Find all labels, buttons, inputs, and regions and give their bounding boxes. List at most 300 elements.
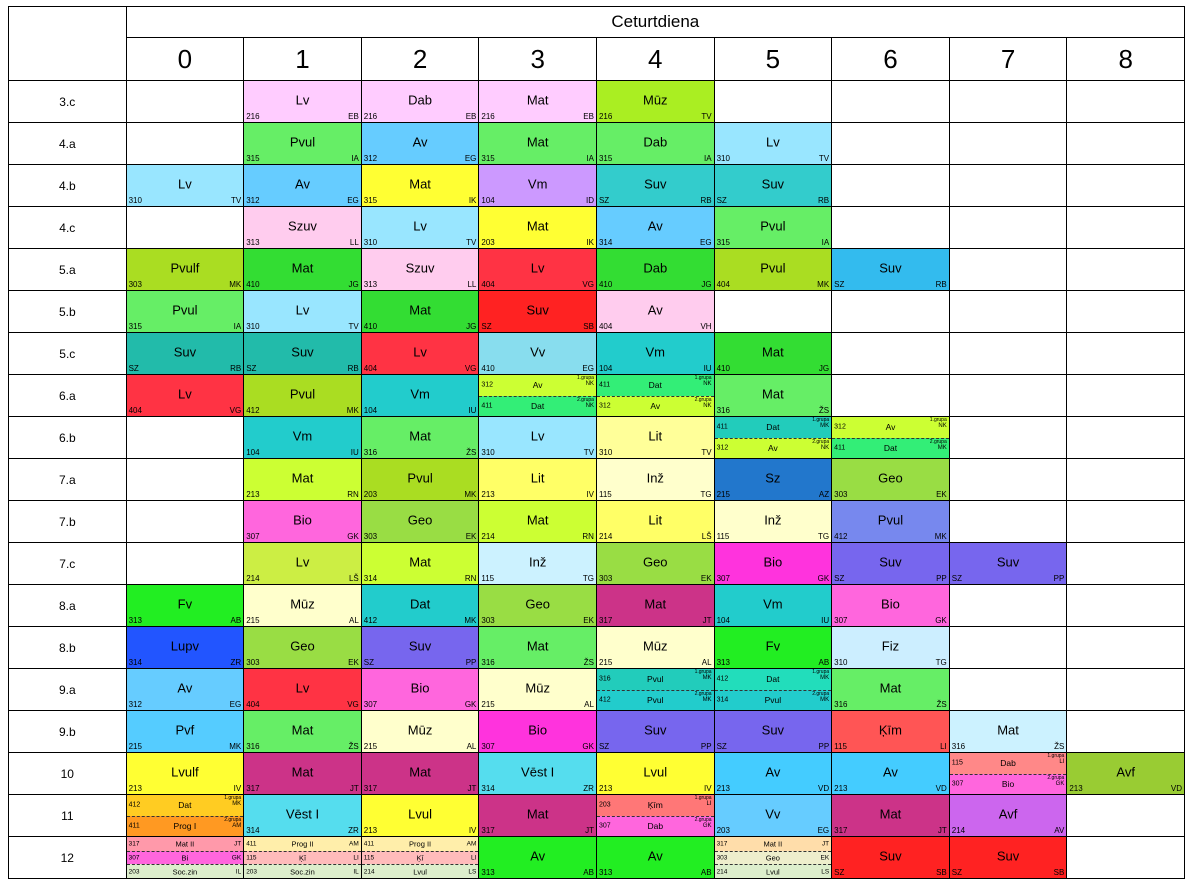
lesson-teacher: AB bbox=[230, 616, 242, 625]
timetable-cell bbox=[361, 837, 479, 879]
timetable-cell bbox=[361, 249, 479, 291]
lesson-block[interactable] bbox=[127, 249, 244, 290]
timetable-cell bbox=[126, 375, 244, 417]
lesson-block[interactable] bbox=[479, 501, 596, 542]
lesson-block[interactable] bbox=[715, 333, 832, 374]
lesson-block[interactable] bbox=[832, 543, 949, 584]
lesson-block-group[interactable] bbox=[127, 816, 244, 837]
lesson-subject: Prog II bbox=[409, 839, 432, 849]
table-row bbox=[9, 333, 1185, 375]
lesson-block[interactable] bbox=[832, 711, 949, 752]
lesson-teacher bbox=[224, 818, 241, 829]
lesson-block-group[interactable] bbox=[715, 851, 832, 865]
lesson-subject: Lv bbox=[295, 680, 310, 696]
timetable-cell bbox=[479, 291, 597, 333]
timetable-cell bbox=[1067, 207, 1185, 249]
lesson-block-group[interactable] bbox=[597, 669, 714, 690]
lesson-block-group[interactable] bbox=[244, 851, 361, 865]
lesson-block[interactable] bbox=[832, 669, 949, 710]
lesson-subject: Lv bbox=[413, 218, 427, 234]
timetable-cell bbox=[949, 501, 1067, 543]
lesson-block[interactable] bbox=[244, 123, 361, 164]
lesson-block[interactable] bbox=[127, 669, 244, 710]
lesson-teacher: RB bbox=[935, 280, 947, 289]
lesson-block[interactable] bbox=[244, 543, 361, 584]
lesson-block-group[interactable] bbox=[950, 774, 1067, 795]
lesson-subject: Geo bbox=[290, 638, 315, 654]
lesson-room: 104 bbox=[481, 196, 495, 205]
lesson-block[interactable] bbox=[597, 627, 714, 668]
lesson-teacher: IL bbox=[353, 868, 359, 876]
lesson-block-group[interactable] bbox=[362, 864, 479, 878]
lesson-teacher: JT bbox=[702, 616, 712, 625]
timetable-cell bbox=[949, 333, 1067, 375]
lesson-room: 312 bbox=[598, 402, 611, 410]
lesson-block[interactable] bbox=[244, 417, 361, 458]
lesson-block[interactable] bbox=[244, 795, 361, 836]
lesson-group: 1.grupa bbox=[812, 417, 830, 423]
lesson-teacher: EK bbox=[465, 532, 477, 541]
lesson-block[interactable] bbox=[715, 711, 832, 752]
lesson-room: 315 bbox=[246, 154, 260, 163]
lesson-block[interactable] bbox=[597, 543, 714, 584]
lesson-subject: Avf bbox=[1116, 764, 1135, 780]
lesson-block[interactable] bbox=[362, 291, 479, 332]
class-label: 3.c bbox=[9, 81, 127, 123]
lesson-subject: Av bbox=[177, 680, 193, 696]
timetable-cell bbox=[126, 501, 244, 543]
lesson-block[interactable] bbox=[715, 123, 832, 164]
lesson-block[interactable] bbox=[597, 249, 714, 290]
lesson-subject: Suv bbox=[761, 722, 785, 738]
lesson-block[interactable] bbox=[479, 123, 596, 164]
table-row bbox=[9, 669, 1185, 711]
lesson-block-group[interactable] bbox=[127, 837, 244, 851]
lesson-block[interactable] bbox=[244, 669, 361, 710]
lesson-block[interactable] bbox=[479, 165, 596, 206]
timetable-cell bbox=[244, 81, 362, 123]
lesson-block[interactable] bbox=[479, 291, 596, 332]
lesson-teacher: EB bbox=[348, 112, 359, 121]
lesson-teacher: IV bbox=[704, 784, 712, 793]
lesson-teacher: SB bbox=[1053, 868, 1065, 877]
lesson-subject: Geo bbox=[642, 554, 668, 570]
lesson-subject: Vm bbox=[292, 428, 313, 444]
lesson-block[interactable] bbox=[715, 165, 832, 206]
lesson-subject: Av bbox=[767, 443, 778, 454]
lesson-teacher-initials: NK bbox=[820, 444, 830, 451]
timetable-cell bbox=[479, 753, 597, 795]
timetable-cell bbox=[832, 291, 950, 333]
lesson-room: 214 bbox=[598, 532, 613, 541]
lesson-block[interactable] bbox=[362, 417, 479, 458]
lesson-block[interactable] bbox=[127, 585, 244, 626]
lesson-block[interactable] bbox=[127, 333, 244, 374]
lesson-block[interactable] bbox=[715, 627, 832, 668]
lesson-block-group[interactable] bbox=[597, 795, 714, 816]
lesson-subject: Soc.zin bbox=[290, 867, 315, 877]
lesson-block-group[interactable] bbox=[715, 438, 832, 459]
timetable-cell bbox=[949, 543, 1067, 585]
lesson-block[interactable] bbox=[597, 753, 714, 794]
lesson-block[interactable] bbox=[597, 417, 714, 458]
lesson-block-group[interactable] bbox=[950, 753, 1067, 774]
lesson-block-group[interactable] bbox=[597, 690, 714, 711]
lesson-block-group[interactable] bbox=[479, 375, 596, 396]
lesson-subject: Szuv bbox=[288, 218, 317, 234]
lesson-block[interactable] bbox=[479, 585, 596, 626]
lesson-block[interactable] bbox=[244, 375, 361, 416]
timetable-cell bbox=[126, 291, 244, 333]
lesson-block[interactable] bbox=[1067, 753, 1184, 794]
lesson-teacher: IU bbox=[350, 448, 359, 457]
timetable-cell bbox=[479, 417, 597, 459]
lesson-teacher: IL bbox=[235, 868, 242, 876]
lesson-block[interactable] bbox=[479, 459, 596, 500]
timetable-cell bbox=[1067, 291, 1185, 333]
lesson-teacher: GK bbox=[464, 700, 477, 709]
timetable-cell bbox=[596, 417, 714, 459]
lesson-subject: Vm bbox=[527, 176, 548, 192]
table-row bbox=[9, 249, 1185, 291]
lesson-subject: Bi bbox=[181, 853, 189, 863]
lesson-block[interactable] bbox=[479, 711, 596, 752]
timetable-cell bbox=[714, 501, 832, 543]
lesson-subject: Bio bbox=[881, 596, 900, 612]
lesson-block-group[interactable] bbox=[479, 396, 596, 417]
lesson-block[interactable] bbox=[244, 711, 361, 752]
lesson-block[interactable] bbox=[597, 291, 714, 332]
lesson-block-group[interactable] bbox=[597, 816, 714, 837]
lesson-teacher: AL bbox=[584, 700, 594, 709]
lesson-block[interactable] bbox=[950, 837, 1067, 878]
lesson-block[interactable] bbox=[244, 627, 361, 668]
lesson-teacher-initials: MK bbox=[820, 675, 830, 681]
lesson-subject: Ķīm bbox=[878, 722, 903, 738]
lesson-subject: Vv bbox=[765, 806, 781, 822]
class-label: 6.b bbox=[9, 417, 127, 459]
timetable-cell bbox=[244, 669, 362, 711]
timetable-cell bbox=[361, 207, 479, 249]
lesson-block[interactable] bbox=[597, 501, 714, 542]
period-header-6: 6 bbox=[832, 38, 950, 81]
lesson-block[interactable] bbox=[362, 585, 479, 626]
lesson-block-group[interactable] bbox=[244, 864, 361, 878]
lesson-subject: Fiz bbox=[881, 638, 900, 654]
lesson-block-group[interactable] bbox=[597, 396, 714, 417]
timetable-cell bbox=[244, 333, 362, 375]
timetable-cell bbox=[244, 123, 362, 165]
lesson-block[interactable] bbox=[362, 81, 479, 122]
lesson-teacher: LŠ bbox=[701, 532, 712, 541]
lesson-block[interactable] bbox=[362, 249, 479, 290]
timetable-body bbox=[9, 81, 1185, 879]
lesson-subject: Mat bbox=[526, 512, 549, 528]
lesson-block[interactable] bbox=[832, 585, 949, 626]
timetable-cell bbox=[596, 627, 714, 669]
lesson-room: 310 bbox=[128, 196, 142, 205]
lesson-block[interactable] bbox=[597, 585, 714, 626]
timetable-cell bbox=[1067, 753, 1185, 795]
lesson-block[interactable] bbox=[715, 753, 832, 794]
lesson-block[interactable] bbox=[362, 501, 479, 542]
timetable-cell bbox=[361, 501, 479, 543]
timetable-cell bbox=[479, 81, 597, 123]
timetable-cell bbox=[949, 417, 1067, 459]
lesson-block[interactable] bbox=[362, 375, 479, 416]
lesson-block[interactable] bbox=[479, 627, 596, 668]
lesson-block[interactable] bbox=[715, 795, 832, 836]
lesson-group: 1.grupa bbox=[694, 375, 712, 381]
lesson-teacher: SB bbox=[936, 868, 947, 877]
lesson-group: 1.grupa bbox=[812, 669, 830, 675]
timetable-cell bbox=[244, 627, 362, 669]
lesson-room: 213 bbox=[716, 784, 730, 793]
lesson-block-group[interactable] bbox=[127, 851, 244, 865]
timetable-cell bbox=[361, 81, 479, 123]
lesson-block[interactable] bbox=[597, 837, 714, 878]
lesson-teacher bbox=[1047, 754, 1064, 765]
lesson-subject: Geo bbox=[878, 470, 903, 486]
grid-corner bbox=[9, 7, 127, 81]
lesson-block[interactable] bbox=[362, 711, 479, 752]
lesson-block[interactable] bbox=[832, 795, 949, 836]
lesson-block[interactable] bbox=[479, 249, 596, 290]
lesson-block[interactable] bbox=[244, 585, 361, 626]
lesson-block[interactable] bbox=[832, 753, 949, 794]
lesson-subject: Bio bbox=[763, 554, 783, 570]
lesson-block[interactable] bbox=[479, 81, 596, 122]
lesson-teacher: TV bbox=[230, 196, 242, 205]
lesson-block[interactable] bbox=[715, 543, 832, 584]
lesson-block-group[interactable] bbox=[832, 417, 949, 438]
timetable-cell bbox=[1067, 501, 1185, 543]
lesson-block[interactable] bbox=[715, 375, 832, 416]
lesson-block[interactable] bbox=[479, 543, 596, 584]
lesson-teacher: LŠ bbox=[348, 574, 359, 583]
period-header-1: 1 bbox=[244, 38, 362, 81]
lesson-block-group[interactable] bbox=[127, 864, 244, 878]
lesson-room: 215 bbox=[128, 742, 142, 751]
lesson-block[interactable] bbox=[127, 627, 244, 668]
timetable-cell bbox=[949, 291, 1067, 333]
lesson-block[interactable] bbox=[715, 501, 832, 542]
lesson-block[interactable] bbox=[127, 753, 244, 794]
lesson-teacher bbox=[1047, 776, 1064, 787]
lesson-block[interactable] bbox=[479, 753, 596, 794]
timetable-cell bbox=[361, 375, 479, 417]
lesson-room: 316 bbox=[951, 742, 966, 751]
lesson-block[interactable] bbox=[127, 375, 244, 416]
lesson-block[interactable] bbox=[479, 417, 596, 458]
lesson-block[interactable] bbox=[832, 627, 949, 668]
lesson-room: 313 bbox=[246, 238, 260, 247]
lesson-block[interactable] bbox=[244, 291, 361, 332]
lesson-block[interactable] bbox=[244, 207, 361, 248]
lesson-group: 2.grupa bbox=[694, 816, 712, 823]
timetable-cell bbox=[244, 417, 362, 459]
lesson-block[interactable] bbox=[715, 459, 832, 500]
lesson-block[interactable] bbox=[362, 627, 479, 668]
lesson-block-group[interactable] bbox=[127, 795, 244, 816]
timetable-cell bbox=[361, 753, 479, 795]
lesson-block[interactable] bbox=[362, 333, 479, 374]
lesson-block[interactable] bbox=[597, 333, 714, 374]
lesson-block[interactable] bbox=[832, 459, 949, 500]
lesson-group: 1.grupa bbox=[1047, 753, 1065, 759]
lesson-block[interactable] bbox=[127, 165, 244, 206]
lesson-block[interactable] bbox=[597, 207, 714, 248]
lesson-block[interactable] bbox=[597, 123, 714, 164]
lesson-teacher bbox=[695, 398, 712, 409]
lesson-teacher-initials: NK bbox=[938, 423, 947, 429]
timetable-cell bbox=[714, 291, 832, 333]
lesson-block[interactable] bbox=[362, 165, 479, 206]
lesson-block-group[interactable] bbox=[362, 851, 479, 865]
lesson-room: SZ bbox=[598, 742, 610, 751]
lesson-block[interactable] bbox=[597, 165, 714, 206]
lesson-room: SZ bbox=[598, 196, 610, 205]
lesson-block[interactable] bbox=[832, 501, 949, 542]
lesson-teacher: AB bbox=[700, 868, 712, 877]
lesson-teacher: JT bbox=[467, 784, 477, 793]
lesson-block[interactable] bbox=[597, 711, 714, 752]
lesson-block[interactable] bbox=[715, 249, 832, 290]
timetable-cell bbox=[949, 165, 1067, 207]
lesson-block[interactable] bbox=[244, 753, 361, 794]
lesson-room: 104 bbox=[598, 364, 613, 373]
lesson-block[interactable] bbox=[479, 333, 596, 374]
lesson-block-group[interactable] bbox=[832, 438, 949, 459]
lesson-block[interactable] bbox=[244, 165, 361, 206]
timetable-cell bbox=[714, 333, 832, 375]
timetable-cell bbox=[126, 417, 244, 459]
lesson-block[interactable] bbox=[244, 459, 361, 500]
lesson-subject: Vēst I bbox=[285, 806, 320, 822]
timetable-cell bbox=[126, 669, 244, 711]
lesson-block[interactable] bbox=[950, 711, 1067, 752]
lesson-block[interactable] bbox=[597, 81, 714, 122]
lesson-room: 310 bbox=[834, 658, 848, 667]
timetable-cell bbox=[1067, 627, 1185, 669]
timetable-cell bbox=[479, 249, 597, 291]
lesson-subject: Mūz bbox=[290, 596, 315, 612]
lesson-block[interactable] bbox=[244, 501, 361, 542]
timetable-cell bbox=[832, 627, 950, 669]
lesson-room: 303 bbox=[363, 532, 378, 541]
lesson-teacher: IV bbox=[468, 826, 477, 835]
lesson-block[interactable] bbox=[127, 711, 244, 752]
timetable-cell bbox=[832, 459, 950, 501]
lesson-block[interactable] bbox=[244, 333, 361, 374]
lesson-block-group[interactable] bbox=[715, 864, 832, 878]
lesson-room: 303 bbox=[128, 280, 142, 289]
lesson-teacher: ŽS bbox=[348, 742, 359, 751]
lesson-block[interactable] bbox=[244, 81, 361, 122]
timetable-cell bbox=[126, 627, 244, 669]
table-row bbox=[9, 711, 1185, 753]
lesson-block[interactable] bbox=[832, 837, 949, 878]
timetable-cell bbox=[832, 543, 950, 585]
lesson-room: 404 bbox=[128, 406, 142, 415]
lesson-room: 412 bbox=[128, 801, 141, 809]
lesson-block[interactable] bbox=[362, 459, 479, 500]
lesson-block[interactable] bbox=[479, 669, 596, 710]
lesson-teacher: JG bbox=[701, 280, 712, 289]
lesson-group: 1.grupa bbox=[577, 375, 594, 381]
lesson-room: 317 bbox=[481, 826, 495, 835]
lesson-room: 307 bbox=[246, 532, 260, 541]
lesson-block[interactable] bbox=[479, 837, 596, 878]
lesson-block[interactable] bbox=[950, 543, 1067, 584]
lesson-subject: Prog II bbox=[291, 839, 314, 849]
lesson-block[interactable] bbox=[950, 795, 1067, 836]
lesson-room: 313 bbox=[481, 868, 495, 877]
lesson-block-group[interactable] bbox=[244, 837, 361, 851]
lesson-room: 411 bbox=[716, 423, 728, 431]
lesson-block-group[interactable] bbox=[597, 375, 714, 396]
lesson-block[interactable] bbox=[362, 543, 479, 584]
lesson-room: 115 bbox=[246, 854, 257, 862]
lesson-room: 115 bbox=[598, 490, 612, 499]
lesson-block[interactable] bbox=[479, 207, 596, 248]
lesson-block[interactable] bbox=[362, 123, 479, 164]
lesson-room: 214 bbox=[363, 868, 375, 876]
lesson-subject: Pvul bbox=[646, 674, 664, 685]
timetable-cell bbox=[949, 81, 1067, 123]
lesson-teacher: EK bbox=[700, 574, 712, 583]
lesson-block[interactable] bbox=[362, 669, 479, 710]
lesson-block[interactable] bbox=[479, 795, 596, 836]
lesson-block-group[interactable] bbox=[715, 837, 832, 851]
lesson-subject: Dab bbox=[408, 92, 432, 108]
lesson-room: 213 bbox=[1069, 784, 1083, 793]
lesson-block-group[interactable] bbox=[362, 837, 479, 851]
lesson-block[interactable] bbox=[362, 207, 479, 248]
lesson-room: SZ bbox=[716, 742, 727, 751]
lesson-block-group[interactable] bbox=[715, 417, 832, 438]
lesson-teacher bbox=[577, 398, 594, 409]
timetable-cell bbox=[949, 627, 1067, 669]
split-lesson-block bbox=[715, 417, 832, 458]
timetable-cell bbox=[479, 501, 597, 543]
class-label: 7.a bbox=[9, 459, 127, 501]
lesson-block[interactable] bbox=[597, 459, 714, 500]
lesson-block[interactable] bbox=[832, 249, 949, 290]
lesson-subject: Inž bbox=[529, 554, 547, 570]
timetable-cell bbox=[479, 207, 597, 249]
timetable-cell bbox=[361, 669, 479, 711]
lesson-block[interactable] bbox=[715, 585, 832, 626]
lesson-block[interactable] bbox=[127, 291, 244, 332]
lesson-block[interactable] bbox=[362, 753, 479, 794]
lesson-subject: Mat bbox=[644, 596, 667, 612]
lesson-room: 203 bbox=[128, 868, 140, 876]
timetable-cell bbox=[126, 165, 244, 207]
lesson-block[interactable] bbox=[244, 249, 361, 290]
lesson-room: 411 bbox=[246, 840, 257, 848]
lesson-subject: Suv bbox=[644, 722, 667, 738]
lesson-block-group[interactable] bbox=[715, 690, 832, 711]
lesson-subject: Mat bbox=[409, 764, 431, 780]
class-label: 10 bbox=[9, 753, 127, 795]
lesson-block[interactable] bbox=[362, 795, 479, 836]
lesson-block-group[interactable] bbox=[715, 669, 832, 690]
lesson-teacher-initials: MK bbox=[702, 696, 712, 703]
lesson-teacher: IA bbox=[704, 154, 712, 163]
lesson-block[interactable] bbox=[715, 207, 832, 248]
timetable-cell bbox=[361, 459, 479, 501]
